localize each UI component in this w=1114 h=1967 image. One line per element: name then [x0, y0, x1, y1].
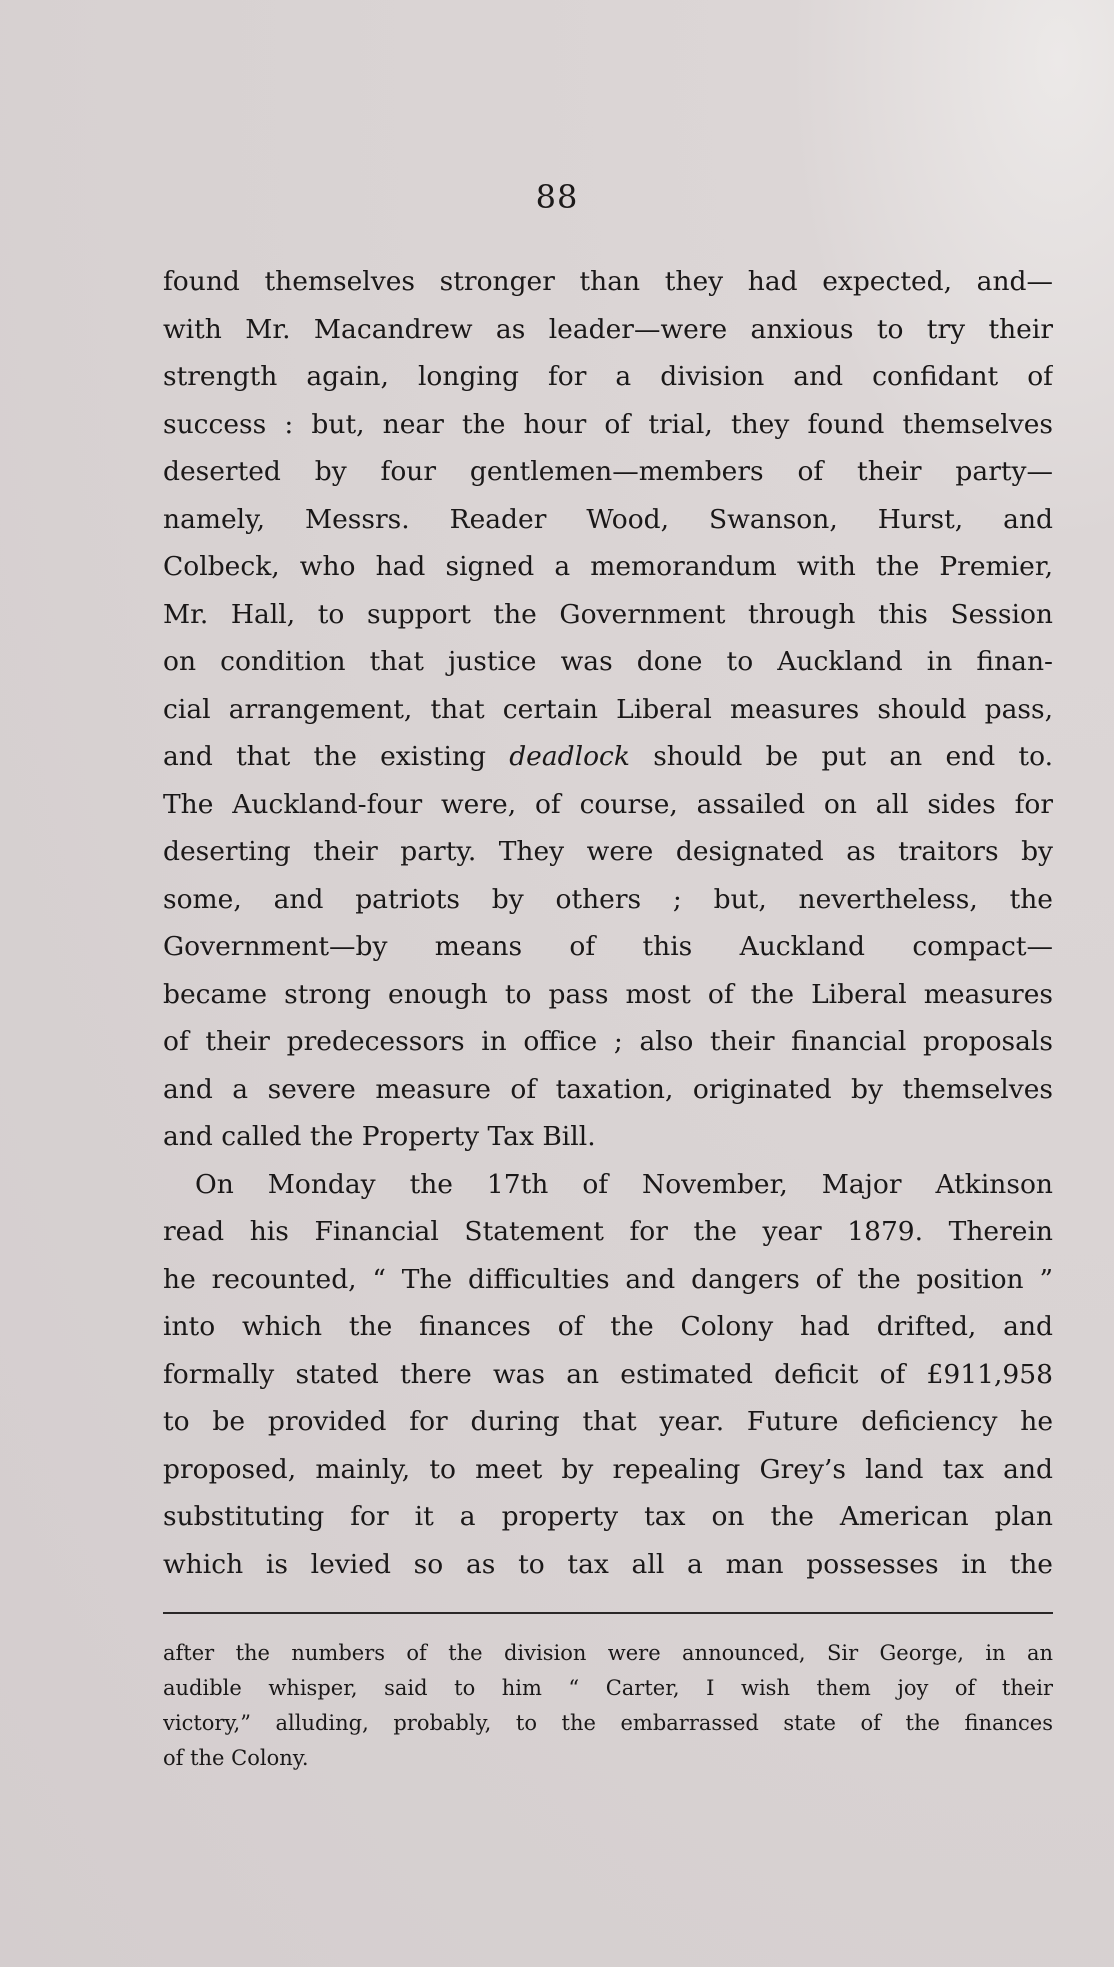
- body-line: cial arrangement, that certain Liberal measures should pass,: [163, 693, 1053, 725]
- body-line: with Mr. Macandrew as leader—were anxious to try their: [163, 313, 1053, 345]
- body-text: [163, 258, 1053, 1588]
- body-line-part: should be put an end to.: [629, 741, 1053, 772]
- body-line-part: and that the existing: [163, 741, 510, 772]
- body-line: became strong enough to pass most of the Liberal measures: [163, 978, 1053, 1010]
- body-line: Mr. Hall, to support the Government through this Session: [163, 598, 1053, 630]
- italic-term: deadlock: [509, 741, 630, 772]
- footnote-line: audible whisper, said to him “ Carter, I wish them joy of their: [163, 1676, 1053, 1700]
- footnote-line: of the Colony.: [163, 1746, 309, 1770]
- body-line: and called the Property Tax Bill.: [163, 1121, 596, 1152]
- body-line: strength again, longing for a division and confidant of: [163, 361, 1053, 392]
- body-line: which is levied so as to tax all a man possesses in the: [163, 1548, 1053, 1580]
- body-line: and a severe measure of taxation, originated by themselves: [163, 1073, 1053, 1105]
- body-line: he recounted, “ The difficulties and dangers of the position ”: [163, 1263, 1053, 1295]
- page-number: 88: [535, 178, 579, 216]
- body-line: to be provided for during that year. Future deficiency he: [163, 1406, 1053, 1437]
- footnote: [163, 1636, 1053, 1776]
- body-line: success : but, near the hour of trial, they found themselves: [163, 408, 1053, 440]
- body-line: on condition that justice was done to Auckland in finan-: [163, 646, 1053, 677]
- body-line: [163, 733, 1053, 781]
- body-line: deserted by four gentlemen—members of their party—: [163, 456, 1053, 487]
- body-line: proposed, mainly, to meet by repealing Grey’s land tax and: [163, 1453, 1053, 1485]
- body-line: found themselves stronger than they had expected, and—: [163, 266, 1053, 297]
- body-line: read his Financial Statement for the year 1879. Therein: [163, 1216, 1053, 1247]
- body-line: some, and patriots by others ; but, nevertheless, the: [163, 883, 1053, 915]
- body-line: formally stated there was an estimated deficit of £911,958: [163, 1358, 1053, 1390]
- body-line: The Auckland-four were, of course, assailed on all sides for: [163, 788, 1053, 820]
- body-line: into which the finances of the Colony had drifted, and: [163, 1311, 1053, 1342]
- body-line: On Monday the 17th of November, Major Atkinson: [195, 1168, 1053, 1200]
- footnote-line: victory,” alluding, probably, to the embarrassed state of the finances: [163, 1711, 1053, 1735]
- body-line: deserting their party. They were designated as traitors by: [163, 836, 1053, 867]
- body-line: of their predecessors in office ; also their financial proposals: [163, 1026, 1053, 1057]
- body-line: Government—by means of this Auckland compact—: [163, 931, 1053, 962]
- footnote-divider: [163, 1612, 1053, 1614]
- body-line: substituting for it a property tax on the American plan: [163, 1501, 1053, 1532]
- body-line: namely, Messrs. Reader Wood, Swanson, Hurst, and: [163, 503, 1053, 535]
- footnote-line: after the numbers of the division were announced, Sir George, in an: [163, 1641, 1053, 1665]
- body-line: Colbeck, who had signed a memorandum with the Premier,: [163, 551, 1053, 582]
